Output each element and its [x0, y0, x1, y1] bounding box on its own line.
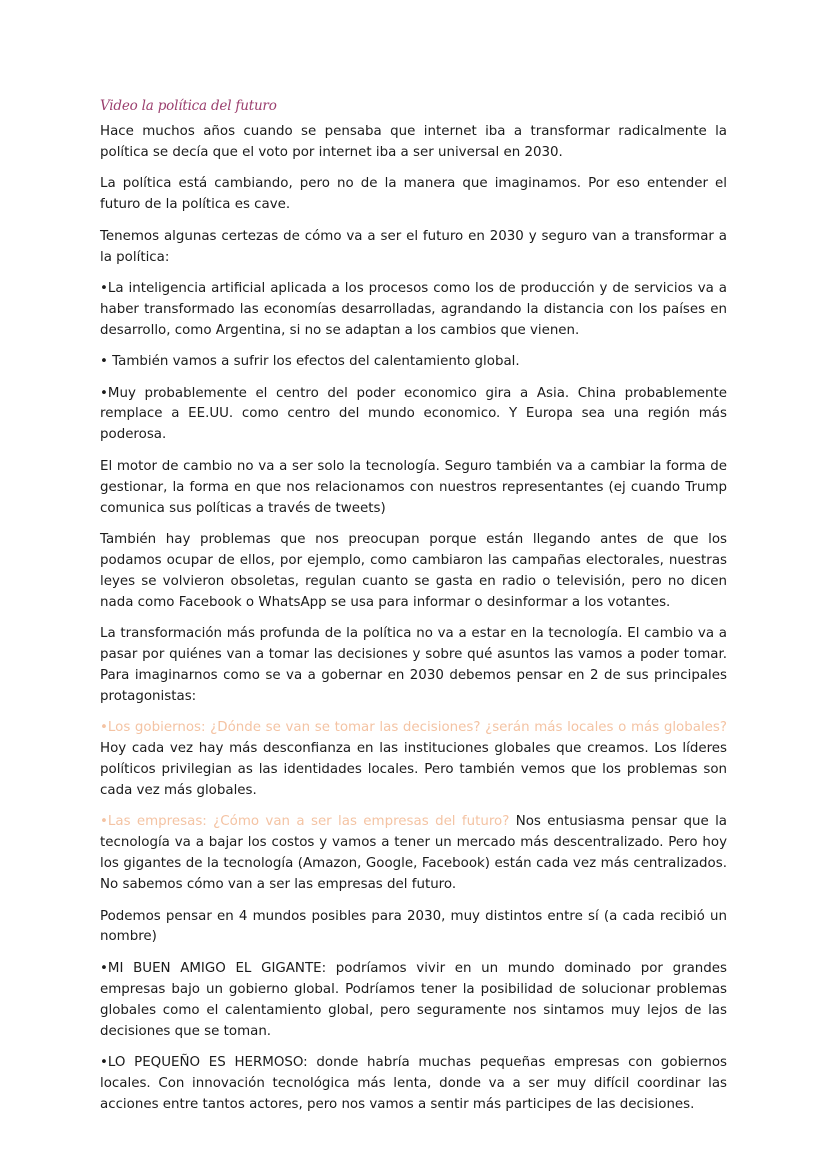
document-page: [100, 96, 727, 1126]
paragraph-problems: También hay problemas que nos preocupan porque están llegando antes de que los podamos ocupar de ellos, por ejemplo, como cambiaron las campañas electorales, nuestras leyes se volvieron obsoletas, regulan cuanto se gasta en radio o televisión, pero no dicen nada como Facebook o WhatsApp se usa para informar o desinformar a los votantes.: [100, 532, 727, 610]
paragraph-3: Tenemos algunas certezas de cómo va a ser el futuro en 2030 y seguro van a transformar a la política:: [100, 228, 727, 265]
document-title: Video la política del futuro: [100, 98, 277, 114]
paragraph-1: Hace muchos años cuando se pensaba que internet iba a transformar radicalmente la política se decía que el voto por internet iba a ser universal en 2030.: [100, 124, 727, 160]
paragraph-motor: El motor de cambio no va a ser solo la tecnología. Seguro también va a cambiar la forma de gestionar, la forma en que nos relacionamos con nuestros representantes (ej cuando Trump comunica sus políticas a través de tweets): [100, 458, 727, 516]
bullet-global-warming: • También vamos a sufrir los efectos del calentamiento global.: [100, 354, 520, 370]
paragraph-governments: [100, 718, 727, 802]
bullet-ai: •La inteligencia artificial aplicada a los procesos como los de producción y de servicios va a haber transformado las economías desarrolladas, agrandando la distancia con los países en desarrollo, como Argentina, si no se adaptan a los cambios que vienen.: [100, 280, 727, 338]
bullet-asia: •Muy probablemente el centro del poder economico gira a Asia. China probablemente remplace a EE.UU. como centro del mundo economico. Y Europa sea una región más poderosa.: [100, 385, 727, 443]
paragraph-2: La política está cambiando, pero no de la manera que imaginamos. Por eso entender el futuro de la política es cave.: [100, 176, 727, 213]
highlight-governments: •Los gobiernos: ¿Dónde se van se tomar las decisiones? ¿serán más locales o más globales?: [100, 720, 727, 736]
paragraph-transformation: La transformación más profunda de la política no va a estar en la tecnología. El cambio va a pasar por quiénes van a tomar las decisiones y sobre qué asuntos las vamos a poder tomar. Para imaginarnos como se va a gobernar en 2030 debemos pensar en 2 de sus principales protagonistas:: [100, 626, 727, 704]
bullet-giant: •MI BUEN AMIGO EL GIGANTE: podríamos vivir en un mundo dominado por grandes empresas bajo un gobierno global. Podríamos tener la posibilidad de solucionar problemas globales como el calentamiento global, pero seguramente nos sintamos muy lejos de las decisiones que se toman.: [100, 960, 727, 1039]
highlight-companies: •Las empresas: ¿Cómo van a ser las empresas del futuro?: [100, 814, 510, 830]
text-governments: Hoy cada vez hay más desconfianza en las instituciones globales que creamos. Los líderes políticos privilegian as las identidades locales. Pero también vemos que los problemas son cada vez más globales.: [100, 741, 727, 798]
paragraph-four-worlds: Podemos pensar en 4 mundos posibles para 2030, muy distintos entre sí (a cada recibió un nombre): [100, 908, 727, 945]
text-companies: Nos entusiasma pensar que la tecnología va a bajar los costos y vamos a tener un mercado más descentralizado. Pero hoy los gigantes de la tecnología (Amazon, Google, Facebook) están cada vez más centralizados. No sabemos cómo van a ser las empresas del futuro.: [100, 814, 727, 893]
bullet-small: •LO PEQUEÑO ES HERMOSO: donde habría muchas pequeñas empresas con gobiernos locales. Con innovación tecnológica más lenta, donde va a ser muy difícil coordinar las acciones entre tantos actores, pero nos vamos a sentir más participes de las decisiones.: [100, 1054, 727, 1112]
paragraph-companies: [100, 812, 727, 896]
